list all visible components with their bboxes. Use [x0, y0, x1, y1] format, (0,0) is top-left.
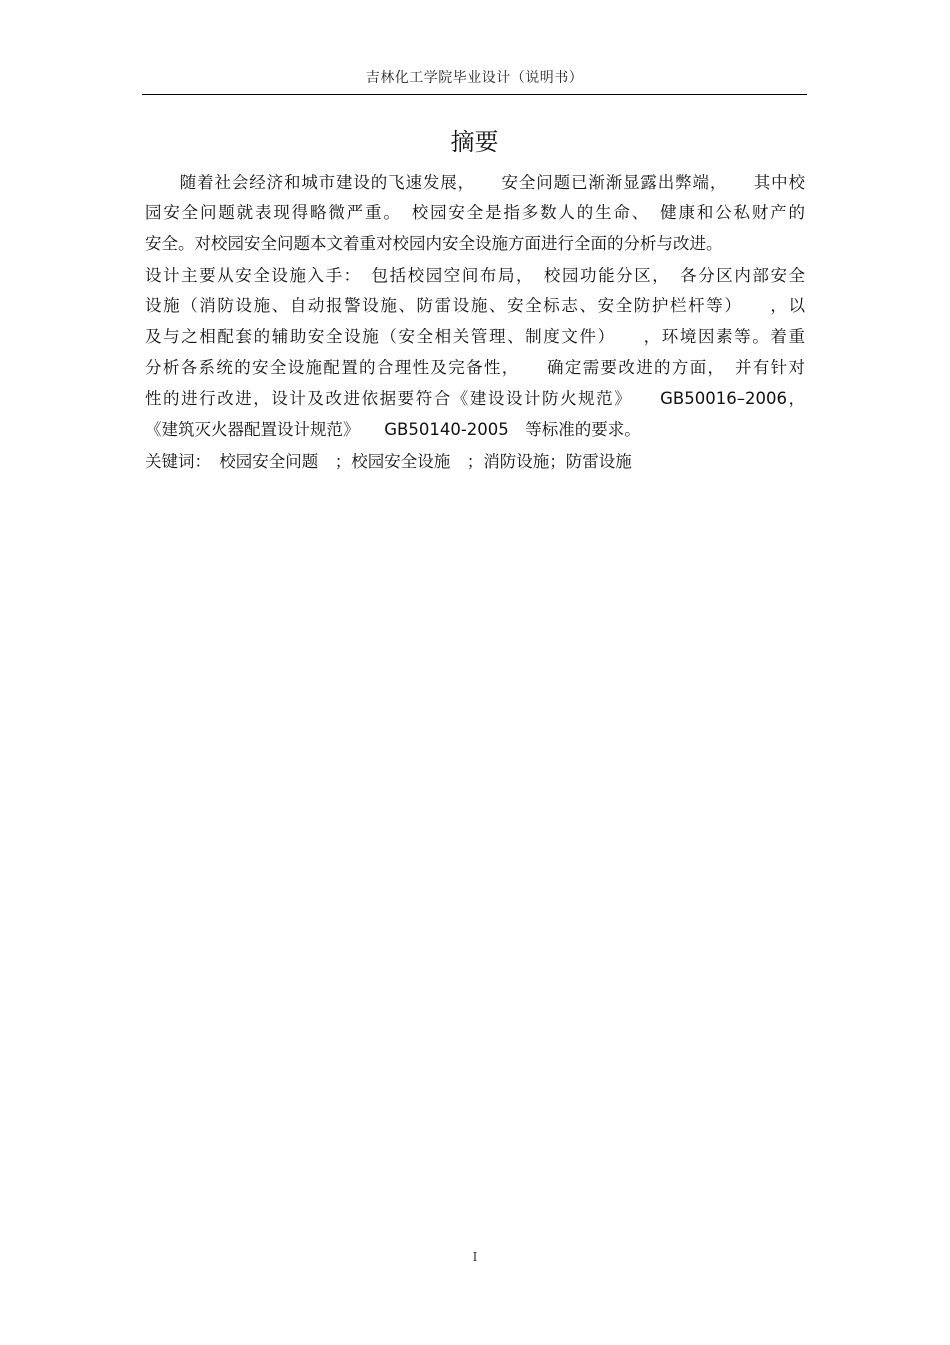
body-line: 分析各系统的安全设施配置的合理性及完备性， 确定需要改进的方面， 并有针对 — [145, 358, 805, 377]
page-number: I — [472, 1250, 478, 1264]
body-line: 园安全问题就表现得略微严重。 校园安全是指多数人的生命、 健康和公私财产的 — [145, 203, 805, 222]
body-line: 安全。对校园安全问题本文着重对校园内安全设施方面进行全面的分析与改进。 — [145, 234, 723, 253]
body-line: 设施（消防设施、自动报警设施、防雷设施、安全标志、安全防护栏杆等） ，以 — [145, 296, 805, 315]
abstract-title: 摘要 — [450, 128, 499, 156]
body-line: 设计主要从安全设施入手： 包括校园空间布局， 校园功能分区， 各分区内部安全 — [145, 266, 805, 285]
keywords-line: 关键词： 校园安全问题 ；校园安全设施 ；消防设施；防雷设施 — [145, 452, 632, 471]
body-line: 随着社会经济和城市建设的飞速发展， 安全问题已渐渐显露出弊端， 其中校 — [145, 173, 805, 192]
page-header: 吉林化工学院毕业设计（说明书） — [365, 70, 584, 86]
header-divider — [142, 94, 807, 95]
body-line: 及与之相配套的辅助安全设施（安全相关管理、制度文件） ，环境因素等。着重 — [145, 327, 805, 346]
body-line: 性的进行改进，设计及改进依据要符合《建设设计防火规范》 GB50016–2006， — [145, 389, 805, 408]
body-line: 《建筑灭火器配置设计规范》 GB50140-2005 等标准的要求。 — [145, 420, 641, 439]
